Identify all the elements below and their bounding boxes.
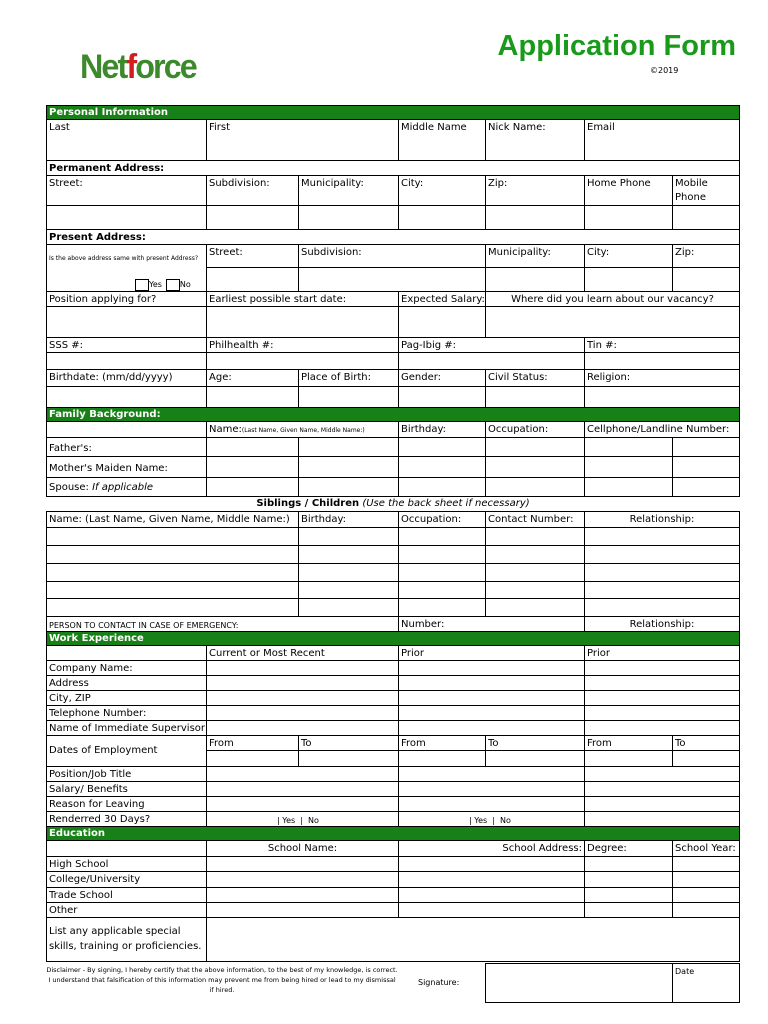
supervisor-prior-2[interactable] bbox=[584, 720, 740, 736]
pres-city-field[interactable] bbox=[584, 267, 673, 292]
city-zip-current[interactable] bbox=[206, 690, 399, 706]
trade-school-degree[interactable] bbox=[584, 887, 673, 903]
pagibig-field[interactable] bbox=[398, 352, 585, 370]
position-field[interactable] bbox=[46, 306, 207, 338]
position-label: Position applying for? bbox=[46, 291, 207, 307]
sibling-birthday-field[interactable] bbox=[298, 581, 399, 599]
no-label: No bbox=[179, 280, 191, 289]
company-name-current[interactable] bbox=[206, 660, 399, 676]
father-phone-field[interactable] bbox=[584, 437, 673, 457]
sibling-relationship-field[interactable] bbox=[584, 563, 740, 582]
from-current-label: From bbox=[206, 735, 299, 751]
other-address[interactable] bbox=[398, 902, 585, 918]
father-occupation-field[interactable] bbox=[485, 437, 585, 457]
rendered-no-prior1[interactable]: No bbox=[500, 816, 511, 825]
perm-city-label: City: bbox=[398, 175, 486, 206]
sibling-name-field[interactable] bbox=[46, 545, 299, 564]
high-school-label: High School bbox=[46, 856, 207, 872]
disclaimer-text: Disclaimer - By signing, I hereby certify that the above information, to the best of my knowledge, is correct. I understand that falsification of this information may prevent me from being hired or lead to my dismissal if hired. bbox=[46, 966, 398, 994]
father-phone-field-2[interactable] bbox=[672, 437, 740, 457]
from-current-field[interactable] bbox=[206, 750, 299, 767]
mother-label: Mother's Maiden Name: bbox=[46, 456, 207, 478]
father-name-field[interactable] bbox=[206, 437, 299, 457]
spouse-birthday-field[interactable] bbox=[398, 477, 486, 497]
pres-city-label: City: bbox=[584, 244, 673, 268]
mother-occupation-field[interactable] bbox=[485, 456, 585, 478]
pres-street-field[interactable] bbox=[206, 267, 299, 292]
telephone-current[interactable] bbox=[206, 705, 399, 721]
pagibig-label: Pag-Ibig #: bbox=[398, 337, 585, 353]
job-title-current[interactable] bbox=[206, 766, 399, 782]
start-date-label: Earliest possible start date: bbox=[206, 291, 399, 307]
permanent-address-heading: Permanent Address: bbox=[46, 160, 740, 176]
expected-salary-label: Expected Salary: bbox=[398, 291, 486, 307]
rendered-prior-1[interactable]: | Yes | No bbox=[398, 811, 585, 827]
to-prior2-field[interactable] bbox=[672, 750, 740, 767]
reason-current[interactable] bbox=[206, 796, 399, 812]
siblings-heading-row bbox=[46, 496, 740, 512]
sss-field[interactable] bbox=[46, 352, 207, 370]
address-prior-1[interactable] bbox=[398, 675, 585, 691]
sibling-occupation-field[interactable] bbox=[398, 581, 486, 599]
sibling-birthday-header: Birthday: bbox=[298, 511, 399, 528]
perm-subdivision-field[interactable] bbox=[206, 205, 299, 230]
spouse-note: If applicable bbox=[92, 482, 154, 493]
vacancy-source-label: Where did you learn about our vacancy? bbox=[485, 291, 740, 307]
perm-zip-field[interactable] bbox=[485, 205, 585, 230]
place-of-birth-label: Place of Birth: bbox=[298, 369, 399, 387]
section-work-experience: Work Experience bbox=[46, 631, 740, 646]
start-date-field[interactable] bbox=[206, 306, 399, 338]
family-name-label: Name: bbox=[209, 424, 242, 435]
home-phone-label: Home Phone bbox=[584, 175, 673, 206]
high-school-name[interactable] bbox=[206, 856, 399, 872]
family-blank-cell bbox=[46, 421, 207, 438]
city-zip-prior-2[interactable] bbox=[584, 690, 740, 706]
philhealth-label: Philhealth #: bbox=[206, 337, 399, 353]
age-label: Age: bbox=[206, 369, 299, 387]
supervisor-prior-1[interactable] bbox=[398, 720, 585, 736]
from-prior1-field[interactable] bbox=[398, 750, 486, 767]
siblings-heading: Siblings / Children bbox=[256, 498, 360, 509]
sibling-occupation-field[interactable] bbox=[398, 545, 486, 564]
rendered-yes-current[interactable]: Yes bbox=[282, 816, 296, 825]
rendered-current[interactable]: | Yes | No bbox=[206, 811, 399, 827]
perm-subdivision-label: Subdivision: bbox=[206, 175, 299, 206]
civil-status-label: Civil Status: bbox=[485, 369, 585, 387]
spouse-label-cell bbox=[46, 477, 207, 497]
from-prior2-label: From bbox=[584, 735, 673, 751]
philhealth-field[interactable] bbox=[206, 352, 399, 370]
to-current-label: To bbox=[298, 735, 399, 751]
skills-field[interactable] bbox=[206, 917, 740, 962]
rendered-30-days-label: Renderred 30 Days? bbox=[46, 811, 207, 827]
yes-label: Yes bbox=[149, 280, 162, 289]
high-school-year[interactable] bbox=[672, 856, 740, 872]
father-birthday-field[interactable] bbox=[398, 437, 486, 457]
tin-field[interactable] bbox=[584, 352, 740, 370]
sss-label: SSS #: bbox=[46, 337, 207, 353]
telephone-prior-2[interactable] bbox=[584, 705, 740, 721]
home-phone-field[interactable] bbox=[584, 205, 673, 230]
rendered-yes-prior1[interactable]: Yes bbox=[474, 816, 488, 825]
other-year[interactable] bbox=[672, 902, 740, 918]
form-title: Application Form bbox=[497, 30, 736, 62]
rendered-prior-2[interactable] bbox=[584, 811, 740, 827]
address-prior-2[interactable] bbox=[584, 675, 740, 691]
sibling-occupation-field[interactable] bbox=[398, 598, 486, 617]
email-field[interactable]: Email bbox=[584, 119, 740, 161]
same-address-no-checkbox[interactable] bbox=[166, 279, 180, 291]
tin-label: Tin #: bbox=[584, 337, 740, 353]
gender-label: Gender: bbox=[398, 369, 486, 387]
birthdate-label: Birthdate: (mm/dd/yyyy) bbox=[46, 369, 207, 387]
same-address-cell bbox=[46, 244, 207, 292]
salary-benefits-label: Salary/ Benefits bbox=[46, 781, 207, 797]
sibling-relationship-field[interactable] bbox=[584, 581, 740, 599]
family-cellphone-header: Cellphone/Landline Number: bbox=[584, 421, 740, 438]
degree-header: Degree: bbox=[584, 840, 673, 857]
pres-zip-field[interactable] bbox=[672, 267, 740, 292]
sibling-contact-field[interactable] bbox=[485, 545, 585, 564]
emergency-number-label: Number: bbox=[398, 616, 585, 632]
spouse-name-field-2[interactable] bbox=[298, 477, 399, 497]
emergency-contact-label: PERSON TO CONTACT IN CASE OF EMERGENCY: bbox=[46, 616, 399, 632]
family-occupation-header: Occupation: bbox=[485, 421, 585, 438]
supervisor-current[interactable] bbox=[206, 720, 399, 736]
edu-blank-cell bbox=[46, 840, 207, 857]
rendered-no-current[interactable]: No bbox=[308, 816, 319, 825]
sibling-contact-field[interactable] bbox=[485, 527, 585, 546]
last-name-field[interactable]: Last bbox=[46, 119, 207, 161]
to-prior1-field[interactable] bbox=[485, 750, 585, 767]
reason-prior-2[interactable] bbox=[584, 796, 740, 812]
sibling-relationship-field[interactable] bbox=[584, 545, 740, 564]
siblings-note: (Use the back sheet if necessary) bbox=[362, 498, 530, 509]
sibling-relationship-header: Relationship: bbox=[584, 511, 740, 528]
from-prior2-field[interactable] bbox=[584, 750, 673, 767]
religion-field[interactable] bbox=[584, 386, 740, 408]
company-name-prior-1[interactable] bbox=[398, 660, 585, 676]
from-prior1-label: From bbox=[398, 735, 486, 751]
pres-municipality-label: Municipality: bbox=[485, 244, 585, 268]
reason-prior-1[interactable] bbox=[398, 796, 585, 812]
salary-current[interactable] bbox=[206, 781, 399, 797]
to-prior2-label: To bbox=[672, 735, 740, 751]
work-blank-cell bbox=[46, 645, 207, 661]
sibling-birthday-field[interactable] bbox=[298, 527, 399, 546]
other-name[interactable] bbox=[206, 902, 399, 918]
pres-subdivision-field[interactable] bbox=[298, 267, 486, 292]
perm-street-label: Street: bbox=[46, 175, 207, 206]
sibling-relationship-field[interactable] bbox=[584, 527, 740, 546]
sibling-occupation-header: Occupation: bbox=[398, 511, 486, 528]
telephone-label: Telephone Number: bbox=[46, 705, 207, 721]
section-education: Education bbox=[46, 826, 740, 841]
work-prior-header-1: Prior bbox=[398, 645, 585, 661]
sibling-contact-field[interactable] bbox=[485, 563, 585, 582]
perm-municipality-label: Municipality: bbox=[298, 175, 399, 206]
college-name[interactable] bbox=[206, 871, 399, 888]
signature-field[interactable] bbox=[485, 963, 673, 1003]
school-year-header: School Year: bbox=[672, 840, 740, 857]
mother-name-field-2[interactable] bbox=[298, 456, 399, 478]
gender-field[interactable] bbox=[398, 386, 486, 408]
spouse-occupation-field[interactable] bbox=[485, 477, 585, 497]
perm-city-field[interactable] bbox=[398, 205, 486, 230]
salary-prior-2[interactable] bbox=[584, 781, 740, 797]
spouse-phone-field-2[interactable] bbox=[672, 477, 740, 497]
expected-salary-field[interactable] bbox=[398, 306, 486, 338]
sibling-name-field[interactable] bbox=[46, 581, 299, 599]
same-address-question: Is the above address same with present Address? bbox=[49, 255, 199, 262]
work-current-header: Current or Most Recent bbox=[206, 645, 399, 661]
family-name-hint: (Last Name, Given Name, Middle Name:) bbox=[241, 427, 365, 434]
civil-status-field[interactable] bbox=[485, 386, 585, 408]
sibling-relationship-field[interactable] bbox=[584, 598, 740, 617]
mother-name-field[interactable] bbox=[206, 456, 299, 478]
mobile-phone-field[interactable] bbox=[672, 205, 740, 230]
birthdate-field[interactable] bbox=[46, 386, 207, 408]
family-birthday-header: Birthday: bbox=[398, 421, 486, 438]
sibling-name-field[interactable] bbox=[46, 563, 299, 582]
mother-phone-field-2[interactable] bbox=[672, 456, 740, 478]
pres-subdivision-label: Subdivision: bbox=[298, 244, 486, 268]
sibling-contact-field[interactable] bbox=[485, 598, 585, 617]
middle-name-field[interactable]: Middle Name bbox=[398, 119, 486, 161]
company-name-prior-2[interactable] bbox=[584, 660, 740, 676]
vacancy-source-field[interactable] bbox=[485, 306, 740, 338]
other-label: Other bbox=[46, 902, 207, 918]
sibling-birthday-field[interactable] bbox=[298, 545, 399, 564]
age-field[interactable] bbox=[206, 386, 299, 408]
trade-school-year[interactable] bbox=[672, 887, 740, 903]
sibling-name-header: Name: (Last Name, Given Name, Middle Name:) bbox=[46, 511, 299, 528]
pres-municipality-field[interactable] bbox=[485, 267, 585, 292]
father-name-field-2[interactable] bbox=[298, 437, 399, 457]
job-title-prior-1[interactable] bbox=[398, 766, 585, 782]
college-year[interactable] bbox=[672, 871, 740, 888]
mobile-phone-label: Mobile Phone bbox=[672, 175, 740, 206]
company-name-label: Company Name: bbox=[46, 660, 207, 676]
sibling-occupation-field[interactable] bbox=[398, 527, 486, 546]
trade-school-label: Trade School bbox=[46, 887, 207, 903]
pres-street-label: Street: bbox=[206, 244, 299, 268]
sibling-contact-header: Contact Number: bbox=[485, 511, 585, 528]
pres-zip-label: Zip: bbox=[672, 244, 740, 268]
place-of-birth-field[interactable] bbox=[298, 386, 399, 408]
trade-school-name[interactable] bbox=[206, 887, 399, 903]
first-name-field[interactable]: First bbox=[206, 119, 399, 161]
to-current-field[interactable] bbox=[298, 750, 399, 767]
spouse-name-field[interactable] bbox=[206, 477, 299, 497]
job-title-label: Position/Job Title bbox=[46, 766, 207, 782]
address-current[interactable] bbox=[206, 675, 399, 691]
date-field[interactable]: Date bbox=[672, 963, 740, 1003]
sibling-birthday-field[interactable] bbox=[298, 563, 399, 582]
telephone-prior-1[interactable] bbox=[398, 705, 585, 721]
signature-label: Signature: bbox=[418, 978, 460, 987]
sibling-name-field[interactable] bbox=[46, 598, 299, 617]
city-zip-label: City, ZIP bbox=[46, 690, 207, 706]
section-personal-info: Personal Information bbox=[46, 105, 740, 120]
spouse-phone-field[interactable] bbox=[584, 477, 673, 497]
perm-municipality-field[interactable] bbox=[298, 205, 399, 230]
application-form bbox=[46, 105, 740, 1000]
family-name-header bbox=[206, 421, 399, 438]
sibling-contact-field[interactable] bbox=[485, 581, 585, 599]
reason-leaving-label: Reason for Leaving bbox=[46, 796, 207, 812]
city-zip-prior-1[interactable] bbox=[398, 690, 585, 706]
school-name-header: School Name: bbox=[206, 840, 399, 857]
perm-street-field[interactable] bbox=[46, 205, 207, 230]
nick-name-field[interactable]: Nick Name: bbox=[485, 119, 585, 161]
sibling-name-field[interactable] bbox=[46, 527, 299, 546]
job-title-prior-2[interactable] bbox=[584, 766, 740, 782]
mother-phone-field[interactable] bbox=[584, 456, 673, 478]
spouse-label: Spouse: bbox=[49, 482, 89, 493]
high-school-address[interactable] bbox=[398, 856, 585, 872]
dates-employment-label: Dates of Employment bbox=[46, 735, 207, 767]
college-label: College/University bbox=[46, 871, 207, 888]
mother-birthday-field[interactable] bbox=[398, 456, 486, 478]
school-address-header: School Address: bbox=[398, 840, 585, 857]
perm-zip-label: Zip: bbox=[485, 175, 585, 206]
trade-school-address[interactable] bbox=[398, 887, 585, 903]
present-address-heading: Present Address: bbox=[46, 229, 740, 245]
sibling-occupation-field[interactable] bbox=[398, 563, 486, 582]
salary-prior-1[interactable] bbox=[398, 781, 585, 797]
netforce-logo: Netforce bbox=[80, 48, 196, 86]
high-school-degree[interactable] bbox=[584, 856, 673, 872]
college-address[interactable] bbox=[398, 871, 585, 888]
work-prior-header-2: Prior bbox=[584, 645, 740, 661]
skills-label: List any applicable special skills, training or proficiencies. bbox=[46, 917, 207, 962]
supervisor-label: Name of Immediate Supervisor bbox=[46, 720, 207, 736]
father-label: Father's: bbox=[46, 437, 207, 457]
section-family-background: Family Background: bbox=[46, 407, 740, 422]
copyright: ©2019 bbox=[650, 66, 679, 75]
emergency-relationship-label: Relationship: bbox=[584, 616, 740, 632]
sibling-birthday-field[interactable] bbox=[298, 598, 399, 617]
to-prior1-label: To bbox=[485, 735, 585, 751]
religion-label: Religion: bbox=[584, 369, 740, 387]
other-degree[interactable] bbox=[584, 902, 673, 918]
same-address-yes-checkbox[interactable] bbox=[135, 279, 149, 291]
college-degree[interactable] bbox=[584, 871, 673, 888]
address-label: Address bbox=[46, 675, 207, 691]
